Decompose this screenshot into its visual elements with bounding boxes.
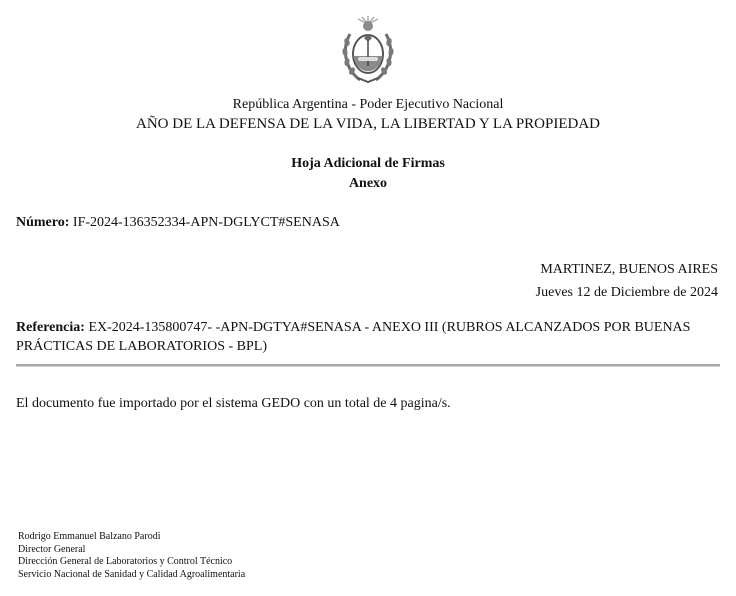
document-title: Hoja Adicional de Firmas <box>291 156 445 171</box>
document-number <box>16 215 340 231</box>
signer-department: Dirección General de Laboratorios y Control Técnico <box>18 556 233 567</box>
date: Jueves 12 de Diciembre de 2024 <box>535 285 718 300</box>
signer-agency: Servicio Nacional de Sanidad y Calidad Agroalimentaria <box>18 568 246 580</box>
document-subtitle: Anexo <box>348 176 388 191</box>
body-text: El documento fue importado por el sistema GEDO con un total de 4 pagina/s. <box>16 396 451 411</box>
header-year-motto: AÑO DE LA DEFENSA DE LA VIDA, LA LIBERTAD Y LA PROPIEDAD <box>135 116 600 132</box>
place-date-block <box>536 258 718 304</box>
argentina-coat-of-arms-icon <box>338 14 398 86</box>
reference <box>16 318 716 356</box>
reference-label: Referencia: <box>16 320 85 335</box>
signer-position: Director General <box>18 543 86 555</box>
divider <box>16 364 720 367</box>
signer-name: Rodrigo Emmanuel Balzano Parodi <box>18 531 161 542</box>
signature-block <box>18 531 245 581</box>
header-institution: República Argentina - Poder Ejecutivo Nacional <box>232 97 504 112</box>
reference-value: EX-2024-135800747- -APN-DGTYA#SENASA - ANEXO III (RUBROS ALCANZADOS POR BUENAS PRÁCTICAS DE LABORATORIOS - BPL) <box>16 320 691 354</box>
document-number-value: IF-2024-136352334-APN-DGLYCT#SENASA <box>72 215 340 230</box>
city: MARTINEZ, BUENOS AIRES <box>540 262 718 277</box>
document-number-label: Número: <box>16 215 70 230</box>
